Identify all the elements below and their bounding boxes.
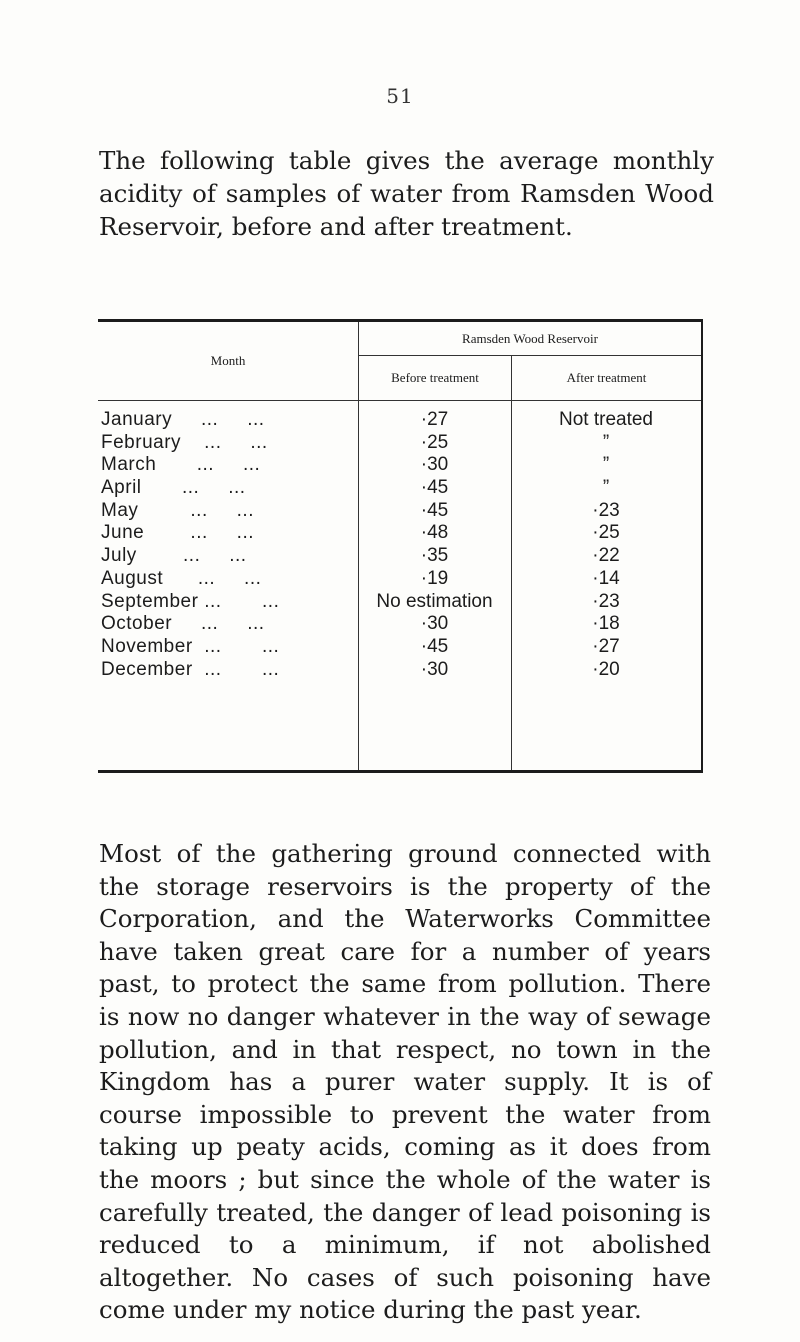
- before-cell: ·45: [420, 635, 449, 657]
- month-cell: February ... ...: [101, 431, 268, 453]
- after-cell: ·22: [592, 545, 620, 567]
- month-cell: November ... ...: [101, 635, 280, 657]
- acidity-table: [98, 319, 703, 773]
- month-column-header: Month: [210, 353, 246, 368]
- after-cell: ”: [602, 431, 610, 453]
- after-cell: ·23: [592, 590, 620, 612]
- after-treatment-header: After treatment: [511, 356, 701, 400]
- before-treatment-header: Before treatment: [358, 356, 511, 400]
- table-row: [98, 636, 701, 659]
- before-cell: ·25: [420, 431, 449, 453]
- table-row: [98, 477, 701, 500]
- before-cell: ·48: [420, 522, 449, 544]
- table-row: [98, 568, 701, 591]
- month-cell: June ... ...: [101, 522, 254, 544]
- month-cell: May ... ...: [101, 499, 254, 521]
- table-row: [98, 522, 701, 545]
- table-row: [98, 545, 701, 568]
- before-cell: ·19: [420, 567, 449, 589]
- before-cell: ·45: [420, 477, 449, 499]
- after-cell: ·20: [592, 658, 620, 680]
- after-cell: Not treated: [559, 409, 653, 430]
- before-cell: No estimation: [376, 590, 493, 612]
- month-cell: December ... ...: [101, 658, 280, 680]
- after-cell: ·25: [592, 522, 620, 544]
- month-cell: March ... ...: [101, 454, 261, 476]
- table-row: [98, 454, 701, 477]
- table-row: [98, 613, 701, 636]
- table-header: [98, 322, 701, 401]
- before-cell: ·30: [420, 454, 449, 476]
- after-cell: ·18: [592, 613, 620, 635]
- before-cell: ·30: [420, 658, 449, 680]
- after-cell: ·23: [592, 499, 620, 521]
- month-cell: August ... ...: [101, 567, 262, 589]
- before-cell: ·45: [420, 499, 449, 521]
- after-cell: ·27: [592, 635, 620, 657]
- body-paragraph: Most of the gathering ground connected with the storage reservoirs is the property of the Corporation, and the Waterworks Committee have taken great care for a number of years past, to protect the same from pollution. There is now no danger whatever in the way of sewage pollution, and in that respect, no town in the Kingdom has a purer water supply. It is of course impossible to prevent the water from taking up peaty acids, coming as it does from the moors ; but since the whole of the water is carefully treated, the danger of lead poisoning is reduced to a minimum, if not abolished altogether. No cases of such poisoning have come under my notice during the past year.: [99, 839, 711, 1325]
- month-cell: January ... ...: [101, 409, 265, 430]
- table-row: [98, 500, 701, 523]
- table-row: [98, 659, 701, 682]
- before-cell: ·27: [420, 409, 449, 430]
- month-cell: April ... ...: [101, 477, 246, 499]
- page-number: 51: [386, 84, 414, 108]
- table-row: [98, 432, 701, 455]
- table-body: [98, 409, 701, 681]
- after-cell: ·14: [592, 567, 620, 589]
- before-cell: ·35: [420, 545, 449, 567]
- table-row: [98, 591, 701, 614]
- table-row: [98, 409, 701, 432]
- after-cell: ”: [602, 477, 610, 499]
- intro-paragraph: The following table gives the average monthly acidity of samples of water from Ramsden Wood Reservoir, before and after treatment.: [99, 146, 714, 241]
- after-cell: ”: [602, 454, 610, 476]
- reservoir-group-header: Ramsden Wood Reservoir: [358, 322, 701, 356]
- month-cell: October ... ...: [101, 613, 265, 635]
- month-cell: July ... ...: [101, 545, 247, 567]
- month-cell: September ... ...: [101, 590, 280, 612]
- before-cell: ·30: [420, 613, 449, 635]
